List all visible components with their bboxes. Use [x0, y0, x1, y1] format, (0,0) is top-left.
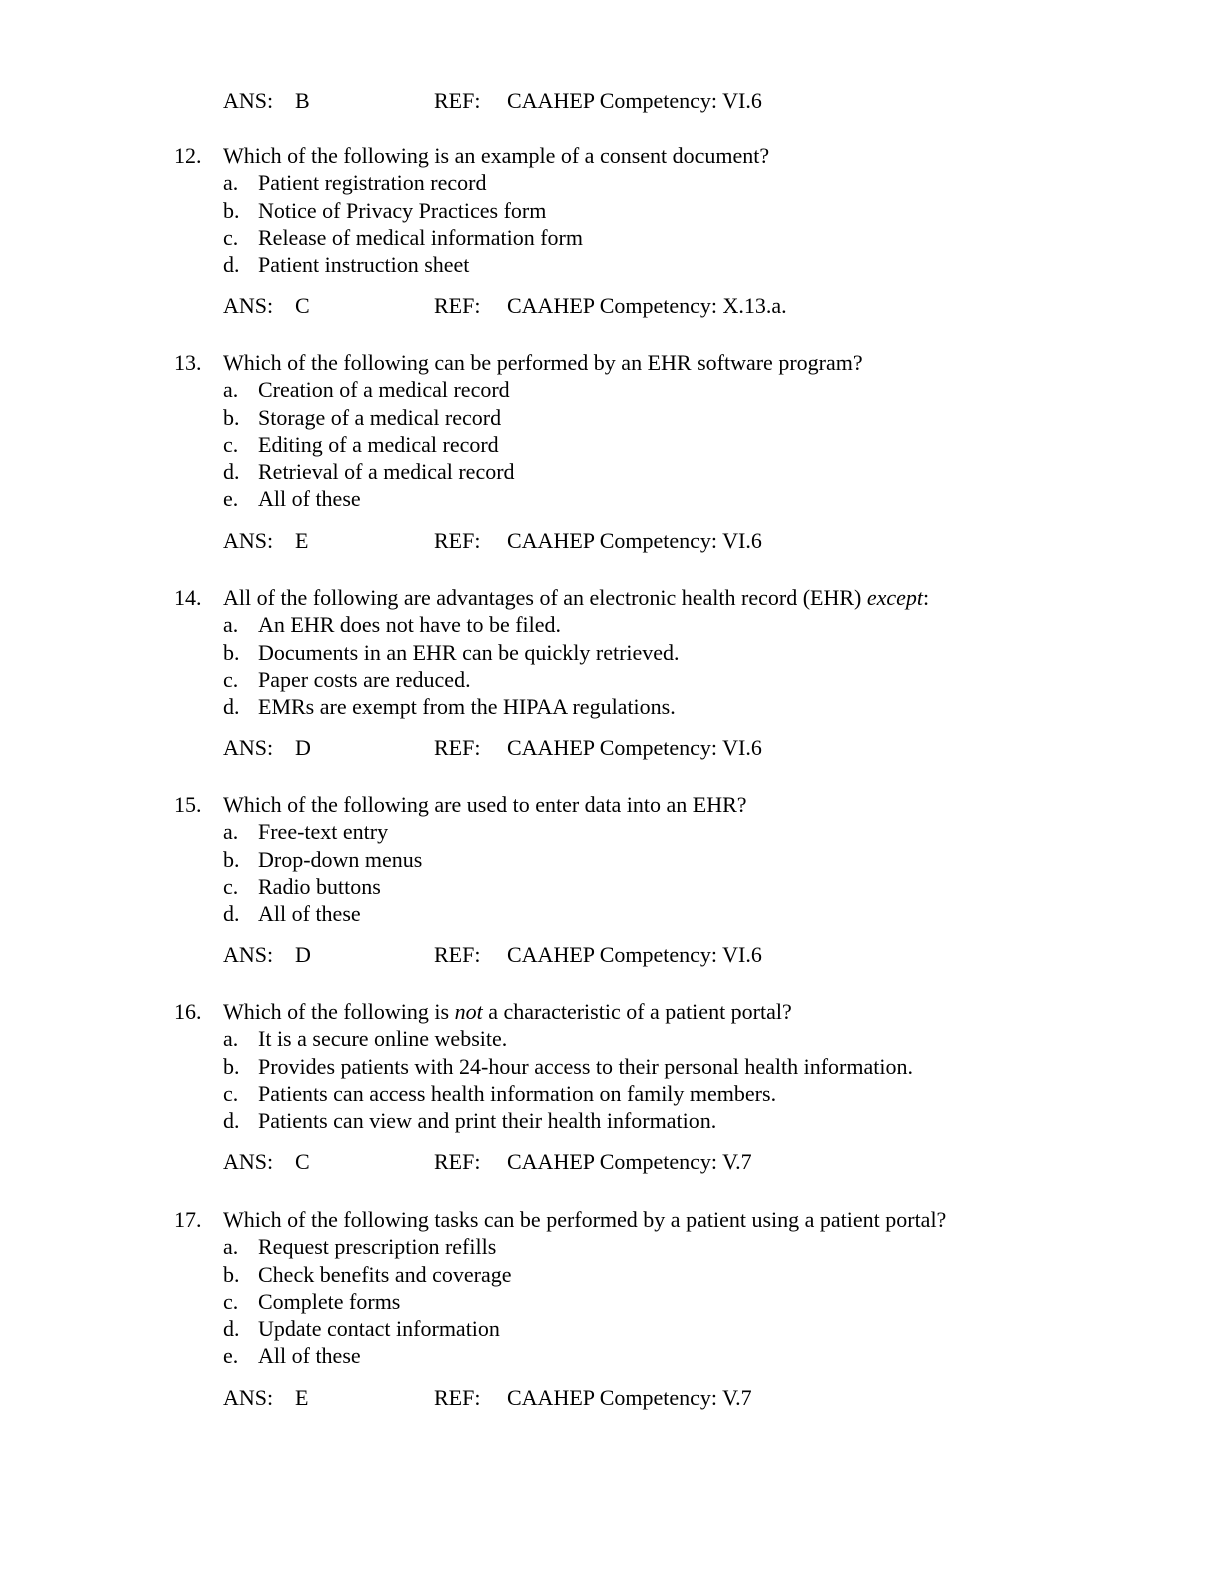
option [0, 1261, 1224, 1288]
option [0, 251, 1224, 278]
option [0, 224, 1224, 251]
option [0, 1107, 1224, 1134]
ans-value: D [295, 942, 311, 968]
option [0, 873, 1224, 900]
option-letter: d. [223, 901, 240, 927]
ref-value: CAAHEP Competency: V.7 [507, 1384, 752, 1410]
question-text: Which of the following is an example of a consent document? [223, 143, 770, 168]
answer-line [0, 292, 1224, 320]
ans-label: ANS: [223, 1384, 274, 1410]
ref-value: CAAHEP Competency: VI.6 [507, 942, 762, 968]
answer-line [0, 734, 1224, 762]
option-text: EMRs are exempt from the HIPAA regulations. [258, 694, 676, 720]
option-letter: d. [223, 694, 240, 720]
option-letter: a. [223, 170, 239, 196]
option-text: Radio buttons [258, 873, 381, 899]
option-letter: a. [223, 1234, 239, 1260]
option [0, 639, 1224, 666]
option-text: Provides patients with 24-hour access to their personal health information. [258, 1053, 913, 1079]
option-letter: d. [223, 1108, 240, 1134]
question-12 [0, 142, 1224, 320]
option-text: Free-text entry [258, 819, 389, 845]
option-letter: c. [223, 224, 239, 250]
ref-value: CAAHEP Competency: VI.6 [507, 527, 762, 553]
ans-value: E [295, 1384, 309, 1410]
option [0, 666, 1224, 693]
ans-value: B [295, 88, 310, 113]
option-text: Patients can view and print their health information. [258, 1108, 717, 1134]
ref-label: REF: [434, 293, 481, 319]
option [0, 611, 1224, 638]
option [0, 1025, 1224, 1052]
question-number: 15. [174, 792, 202, 817]
option [0, 1288, 1224, 1315]
option-letter: e. [223, 1343, 239, 1369]
ans-label: ANS: [223, 88, 274, 113]
question-text: Which of the following is not a characteristic of a patient portal? [223, 999, 792, 1024]
option [0, 1315, 1224, 1342]
italic-emphasis: not [454, 999, 483, 1024]
option-text: All of these [258, 1343, 361, 1369]
question-16 [0, 998, 1224, 1176]
option-letter: a. [223, 819, 239, 845]
ref-value: CAAHEP Competency: X.13.a. [507, 293, 787, 319]
option [0, 1342, 1224, 1369]
option-text: Patients can access health information on family members. [258, 1080, 777, 1106]
option-text: Patient instruction sheet [258, 252, 470, 278]
option [0, 404, 1224, 431]
option [0, 169, 1224, 196]
ref-label: REF: [434, 1149, 481, 1175]
question-14 [0, 584, 1224, 762]
ref-value: CAAHEP Competency: V.7 [507, 1149, 752, 1175]
ans-value: E [295, 527, 309, 553]
option-letter: c. [223, 1080, 239, 1106]
ans-label: ANS: [223, 735, 274, 761]
question-number: 16. [174, 999, 202, 1024]
option-letter: a. [223, 1026, 239, 1052]
option-letter: b. [223, 846, 240, 872]
ref-label: REF: [434, 88, 481, 113]
option-text: Paper costs are reduced. [258, 666, 471, 692]
option [0, 846, 1224, 873]
ref-value: CAAHEP Competency: VI.6 [507, 88, 762, 113]
ref-label: REF: [434, 735, 481, 761]
option-text: Notice of Privacy Practices form [258, 197, 547, 223]
question-number: 17. [174, 1207, 202, 1232]
option-text: All of these [258, 901, 361, 927]
option-letter: b. [223, 1053, 240, 1079]
option [0, 1053, 1224, 1080]
option-text: It is a secure online website. [258, 1026, 508, 1052]
option [0, 197, 1224, 224]
option [0, 900, 1224, 927]
ans-value: C [295, 293, 310, 319]
question-13 [0, 349, 1224, 555]
question-17 [0, 1206, 1224, 1412]
question-number: 13. [174, 350, 202, 375]
option [0, 458, 1224, 485]
option-letter: b. [223, 1261, 240, 1287]
question-15 [0, 791, 1224, 969]
option-letter: c. [223, 666, 239, 692]
option-letter: b. [223, 639, 240, 665]
option [0, 485, 1224, 512]
option-text: Check benefits and coverage [258, 1261, 512, 1287]
option-text: Creation of a medical record [258, 377, 510, 403]
option-text: Editing of a medical record [258, 431, 499, 457]
answer-line [0, 941, 1224, 969]
option-text: Release of medical information form [258, 224, 583, 250]
question-text: All of the following are advantages of an electronic health record (EHR) except: [223, 585, 930, 610]
option-text: Drop-down menus [258, 846, 423, 872]
option [0, 431, 1224, 458]
option-text: Retrieval of a medical record [258, 459, 515, 485]
option [0, 376, 1224, 403]
ans-value: D [295, 735, 311, 761]
option-text: All of these [258, 486, 361, 512]
option-text: Patient registration record [258, 170, 487, 196]
option-text: Update contact information [258, 1316, 500, 1342]
answer-line [0, 1148, 1224, 1176]
question-text: Which of the following are used to enter data into an EHR? [223, 792, 747, 817]
option [0, 693, 1224, 720]
ref-label: REF: [434, 1384, 481, 1410]
option-text: An EHR does not have to be filed. [258, 612, 562, 638]
ans-label: ANS: [223, 293, 274, 319]
option-text: Complete forms [258, 1288, 401, 1314]
ans-label: ANS: [223, 942, 274, 968]
ans-label: ANS: [223, 527, 274, 553]
option-letter: a. [223, 612, 239, 638]
ans-label: ANS: [223, 1149, 274, 1175]
option-letter: b. [223, 197, 240, 223]
option-letter: e. [223, 486, 239, 512]
option-letter: c. [223, 873, 239, 899]
ans-value: C [295, 1149, 310, 1175]
option-letter: c. [223, 431, 239, 457]
answer-line [0, 1384, 1224, 1412]
answer-line [0, 527, 1224, 555]
option-letter: d. [223, 459, 240, 485]
ref-value: CAAHEP Competency: VI.6 [507, 735, 762, 761]
italic-emphasis: except [866, 585, 924, 610]
question-number: 14. [174, 585, 202, 610]
option [0, 1233, 1224, 1260]
ref-label: REF: [434, 942, 481, 968]
option-text: Storage of a medical record [258, 404, 502, 430]
question-text: Which of the following can be performed by an EHR software program? [223, 350, 863, 375]
option [0, 1080, 1224, 1107]
option-text: Request prescription refills [258, 1234, 497, 1260]
option-letter: a. [223, 377, 239, 403]
option-letter: d. [223, 1316, 240, 1342]
question-text: Which of the following tasks can be performed by a patient using a patient portal? [223, 1207, 947, 1232]
option [0, 818, 1224, 845]
option-letter: b. [223, 404, 240, 430]
ref-label: REF: [434, 527, 481, 553]
question-number: 12. [174, 143, 202, 168]
option-letter: d. [223, 252, 240, 278]
option-text: Documents in an EHR can be quickly retrieved. [258, 639, 680, 665]
option-letter: c. [223, 1288, 239, 1314]
